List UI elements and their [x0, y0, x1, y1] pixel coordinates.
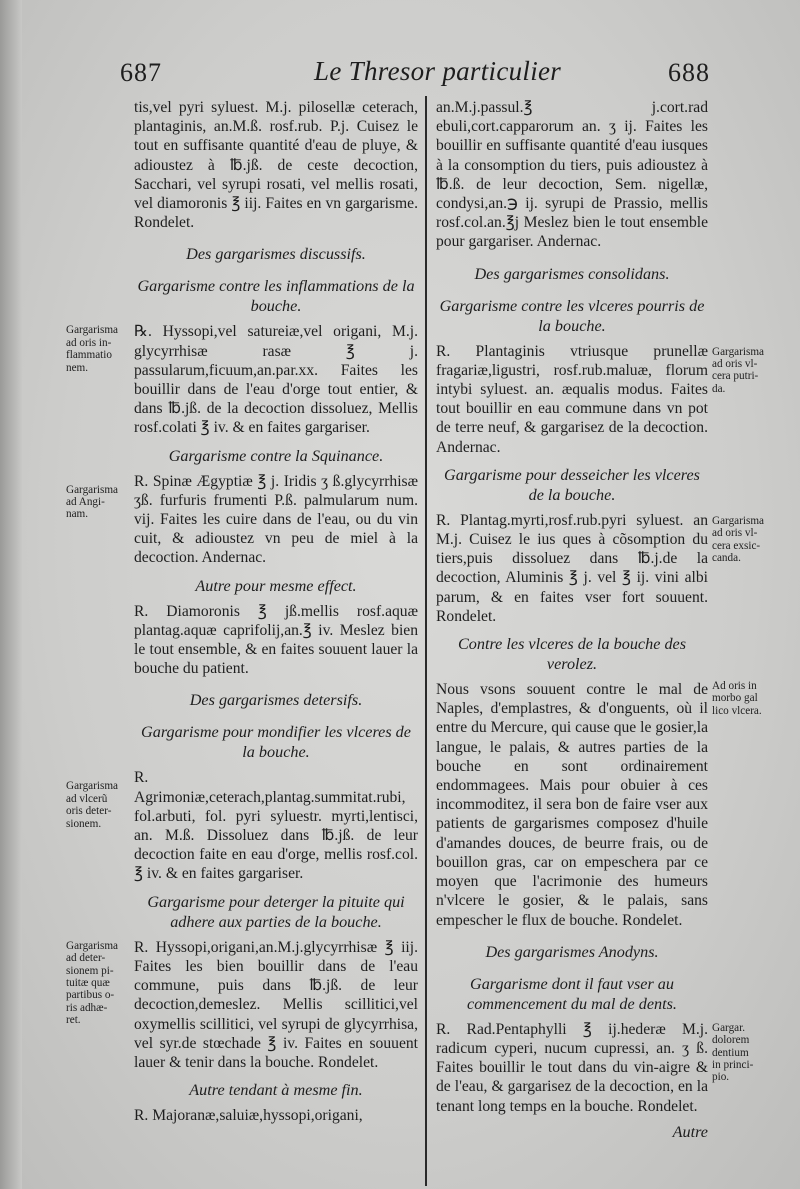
running-head [0, 56, 800, 96]
margin-note: Gargar. dolorem dentium in princi- pio. [712, 1021, 754, 1084]
section-heading: Des gargarismes detersifs. [189, 691, 363, 710]
recipe-text: R. Rad.Pentaphylli ℥ ij.hederæ M.j. radicum cyperi, nucum cupressi, an. ʒ ß. Faites bouillir le tout dans du vin-aigre & de l'eau, & gargarisez de la decoction, en la tenant long temps en la bouche. Rondelet. [436, 1020, 708, 1115]
recipe-text: ℞. Hyssopi,vel satureiæ,vel origani, M.j. glycyrrhisæ rasæ ℥ j. passularum,ficuum,an.par.xx. Faites les bouillir dans de l'eau d'orge tout entier, & dans ℔.jß. de la decoction dissoluez, Mellis rosf.colati ℥ iv. & en faites gargariser. [134, 323, 418, 437]
recipe-heading: Gargarisme contre la Squinance. [168, 446, 384, 465]
recipe-block [66, 938, 418, 1072]
left-column [66, 98, 418, 1125]
margin-note: Gargarisma ad oris vl- cera putri- da. [712, 345, 764, 395]
paragraph: tis,vel pyri syluest. M.j. pilosellæ ceterach, plantaginis, an.M.ß. rosf.rub. P.j. Cuisez le tout en suffisante quantité d'eau de pluye, & adioustez à ℔.jß. de ceste decoction, Sacchari, vel syrupi rosati, vel mellis rosati, vel diamoronis ℥ iij. Faites en vn gargarisme. Rondelet. [134, 99, 418, 232]
recipe-text: R. Majoranæ,saluiæ,hyssopi,origani, [134, 1107, 363, 1125]
recipe-text: R. Agrimoniæ,ceterach,plantag.summitat.rubi, fol.arbuti, fol. pyri syluestr. myrti,lentisci, an. M.ß. Dissoluez dans ℔.jß. de leur decoction faite en eau d'orge, mellis rosf.col. ℥ iv. & en faites gargariser. [134, 769, 418, 883]
recipe-heading: Gargarisme pour desseicher les vlceres de la bouche. [444, 465, 700, 504]
recipe-block [66, 472, 418, 568]
recipe-text: R. Plantaginis vtriusque prunellæ fragariæ,ligustri, rosf.rub.maluæ, florum intybi syluest. an. æqualis modus. Faites tout bouillir en eau commune dans vn pot de terre neuf, & gargarisez de la decoction. Andernac. [436, 342, 708, 456]
margin-note: Gargarisma ad Angi- nam. [66, 483, 118, 521]
section-heading: Des gargarismes Anodyns. [485, 942, 659, 961]
page-number-right: 688 [668, 58, 710, 87]
paragraph: an.M.j.passul.℥ j.cort.rad ebuli,cort.capparorum an. ʒ ij. Faites les bouillir en suffisante quantité d'eau iusques à la consomption du tiers, puis adioustez à ℔.ß. de leur decoction, Sem. nigellæ, condysi,an.℈ ij. syrupi de Prassio, mellis rosf.col.an.℥j Meslez bien le tout ensemble pour gargariser. Andernac. [436, 99, 708, 251]
page-number-left: 687 [120, 58, 162, 87]
binding-gutter [0, 0, 22, 1189]
recipe-heading: Autre pour mesme effect. [195, 576, 357, 595]
recipe-text: R. Spinæ Ægyptiæ ℥ j. Iridis ʒ ß.glycyrrhisæ ʒß. furfuris frumenti P.ß. palmularum num. vij. Faites les cuire dans de l'eau, ou du vin cuit, & adioustez vn peu de miel à la decoction. Andernac. [134, 472, 418, 567]
recipe-block [66, 768, 418, 883]
section-heading: Des gargarismes consolidans. [474, 264, 670, 283]
recipe-heading: Gargarisme pour deterger la pituite qui adhere aux parties de la bouche. [147, 892, 405, 931]
recipe-text: Nous vsons souuent contre le mal de Naples, d'emplastres, & d'onguents, où il entre du Mercure, qui cause que le gosier,la langue, le palais, & autres parties de la bouche en sont ordinairement endommagees. Mais pour obuier à ces incommoditez, il sera bon de faire vser aux patients de gargarismes composez d'huile d'amandes douces, de beurre frais, ou de bouillon gras, car on empeschera par ce moyen que l'acrimonie des humeurs n'vlcere le gosier, & le palais, sans empescher le flux de bouche. Rondelet. [436, 681, 708, 929]
recipe-heading: Contre les vlceres de la bouche des verolez. [457, 635, 687, 674]
recipe-text: R. Plantag.myrti,rosf.rub.pyri syluest. an M.j. Cuisez le ius ques à cõsomption du tiers,puis dissoluez dans ℔.j.de la decoction, Aluminis ℥ j. vel ℥ ij. vini albi parum, & en faites vser fort souuent. Rondelet. [436, 511, 708, 625]
recipe-heading: Gargarisme contre les inflammations de la bouche. [137, 277, 415, 316]
column-divider [425, 96, 427, 1186]
running-title: Le Thresor particulier [314, 56, 562, 86]
recipe-text: R. Diamoronis ℥ jß.mellis rosf.aquæ plantag.aquæ caprifolij,an.℥ iv. Meslez bien le tout ensemble, & en faites souuent lauer la bouche du patient. [134, 602, 418, 678]
margin-note: Ad oris in morbo gal lico vlcera. [712, 680, 762, 717]
right-column [436, 98, 764, 1142]
margin-note: Gargarisma ad deter- sionem pi- tuitæ quæ partibus o- ris adhæ- ret. [66, 939, 118, 1027]
recipe-block [436, 680, 762, 930]
margin-note: Gargarisma ad vlcerũ oris deter- sionem. [66, 780, 118, 830]
recipe-block [436, 511, 764, 626]
recipe-heading: Autre tendant à mesme fin. [189, 1081, 363, 1100]
recipe-block [66, 322, 418, 437]
recipe-block [436, 342, 764, 457]
recipe-heading: Gargarisme pour mondifier les vlceres de la bouche. [141, 723, 411, 762]
margin-note: Gargarisma ad oris vl- cera exsic- canda. [712, 514, 764, 565]
recipe-heading: Gargarisme contre les vlceres pourris de la bouche. [439, 296, 705, 335]
catchword: Autre [672, 1122, 708, 1141]
section-heading: Des gargarismes discussifs. [186, 245, 366, 264]
recipe-heading: Gargarisme dont il faut vser au commencement du mal de dents. [467, 974, 677, 1013]
recipe-text: R. Hyssopi,origani,an.M.j.glycyrrhisæ ℥ iij. Faites les bien bouillir dans de l'eau commune, puis dans ℔.jß. de leur decoction,demeslez. Mellis scillitici,vel oxymellis scillitici, vel syrupi de glycyrrhisa, vel syr.de stœchade ℥ iv. Faites en souuent lauer & tenir dans la bouche. Rondelet. [134, 938, 418, 1071]
margin-note: Gargarisma ad oris in- flammatio nem. [66, 324, 118, 374]
recipe-block [436, 1020, 754, 1116]
